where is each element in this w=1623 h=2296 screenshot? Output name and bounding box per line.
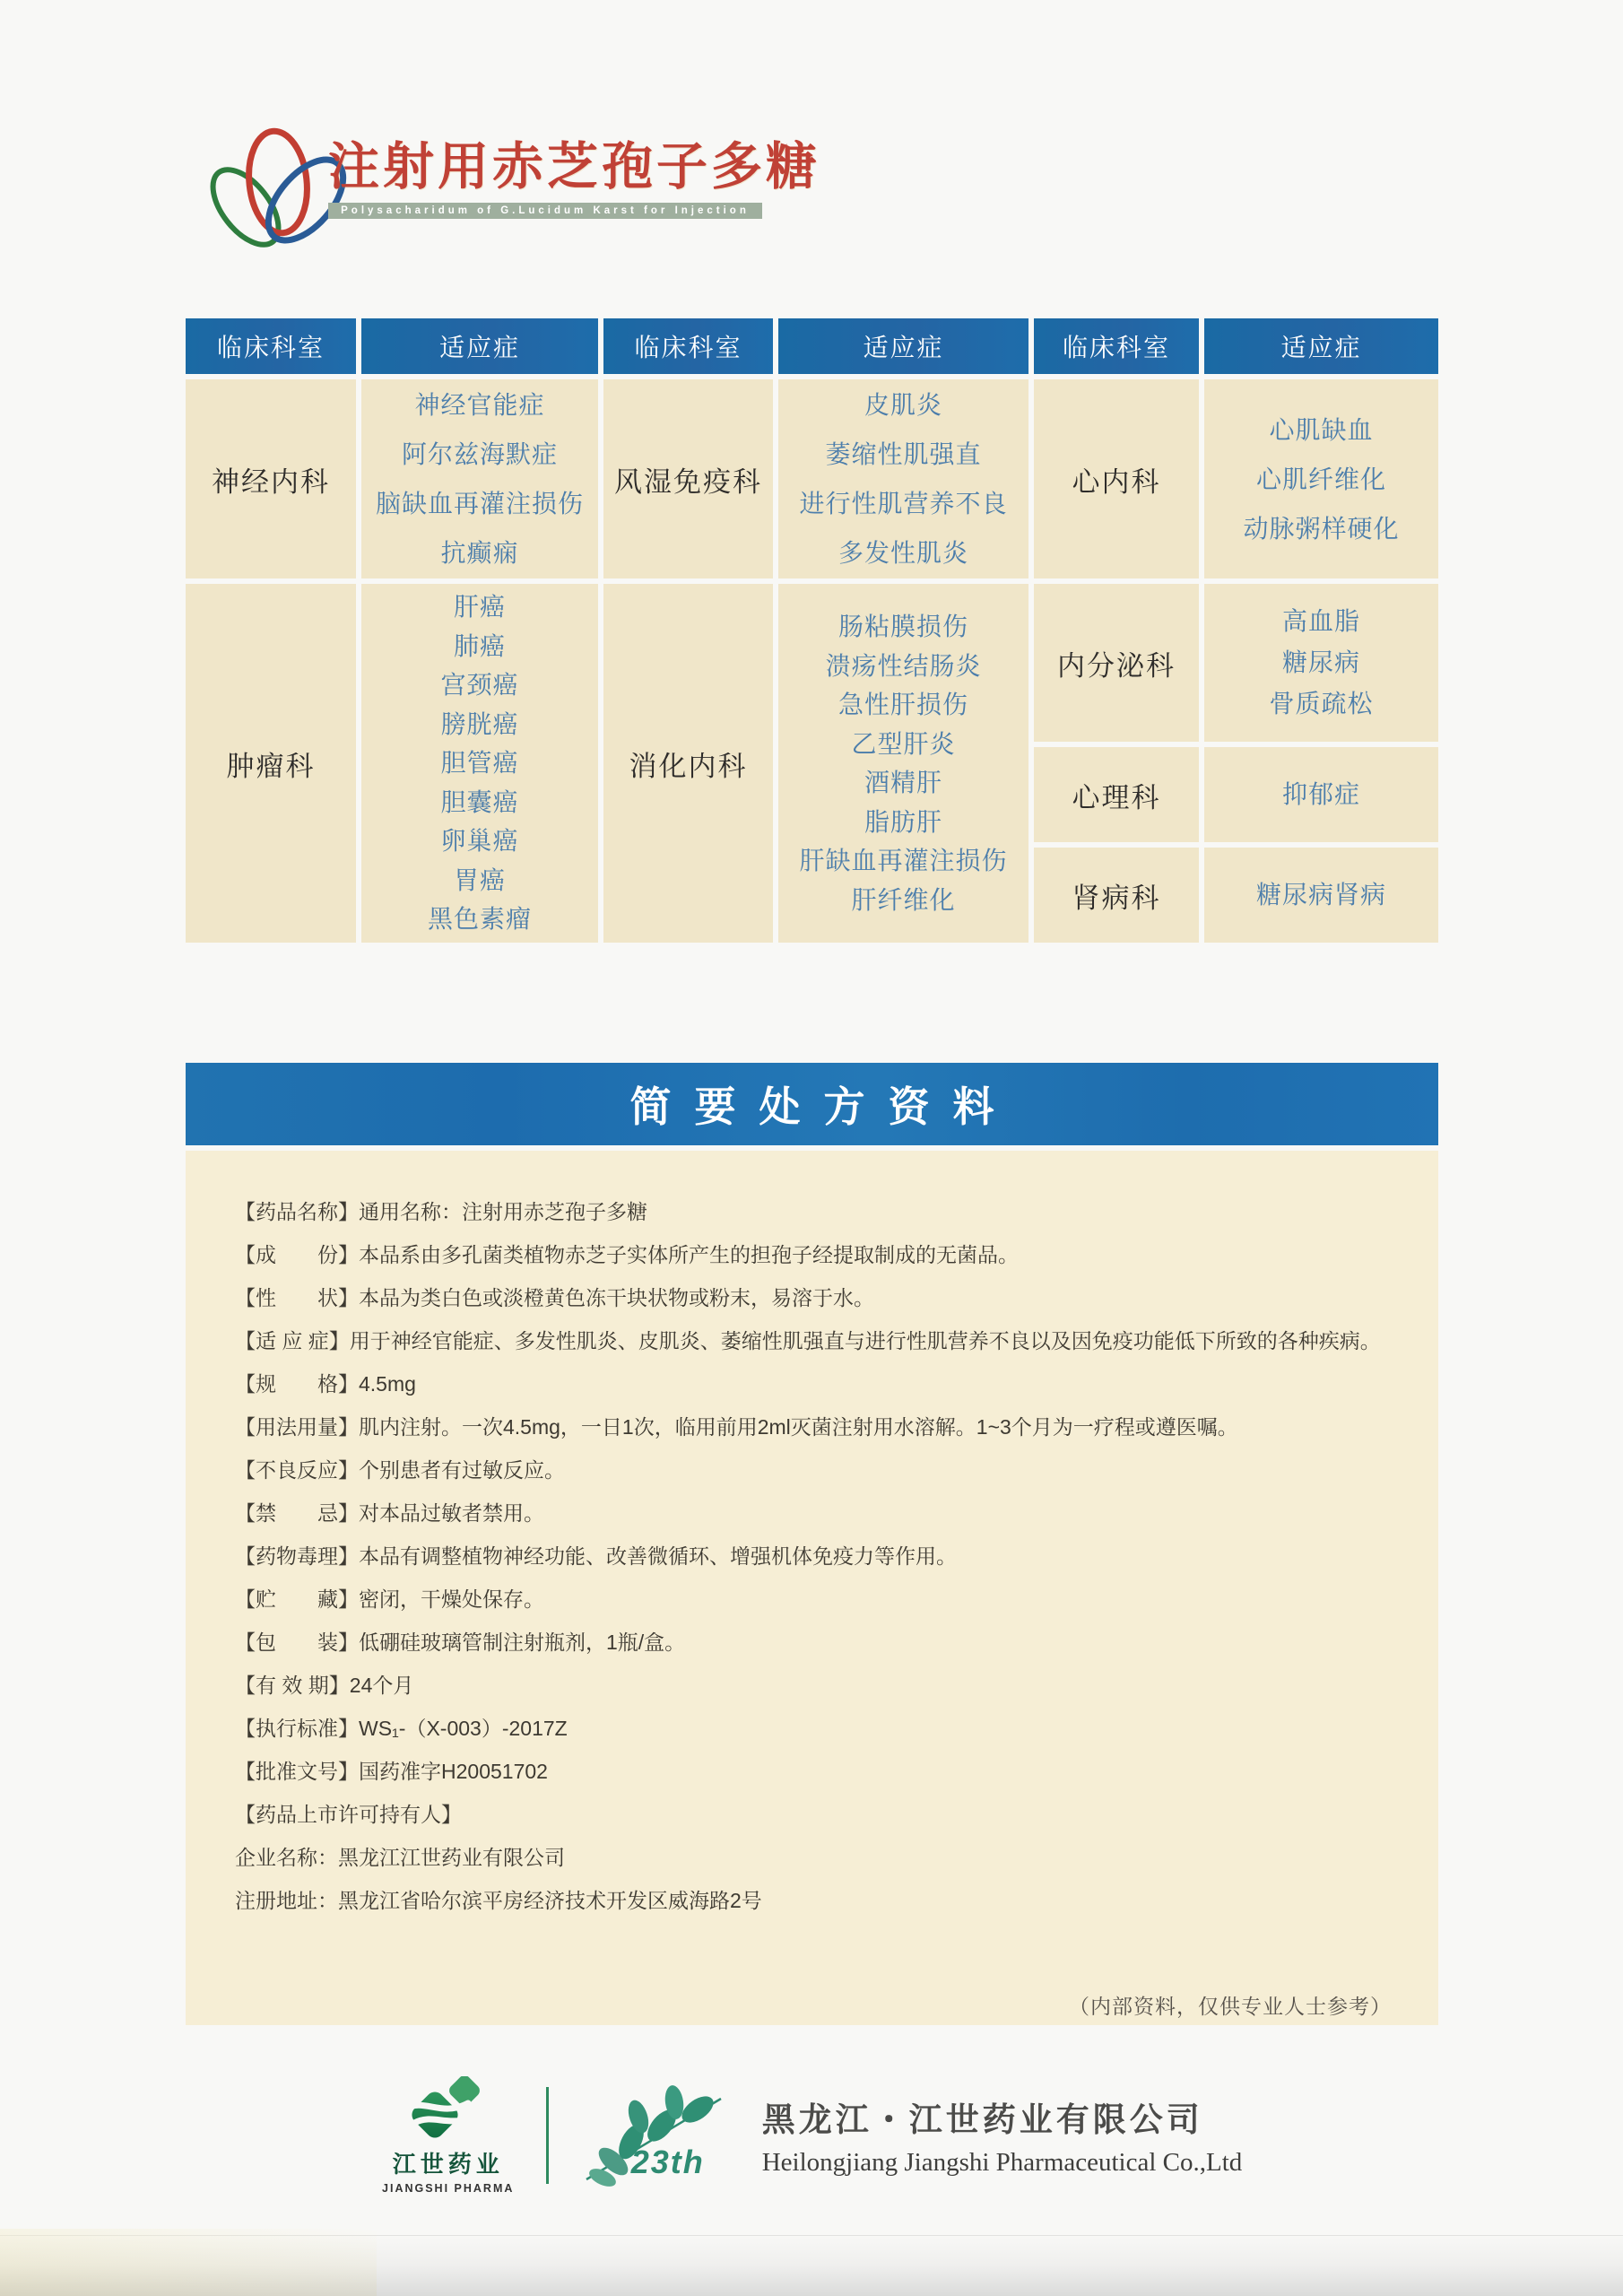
field-label: 【禁 忌】 bbox=[235, 1501, 359, 1525]
indications-psychology bbox=[1204, 747, 1438, 842]
prescription-line bbox=[235, 1707, 1392, 1750]
indications-oncology bbox=[361, 584, 598, 943]
field-label: 【成 份】 bbox=[235, 1243, 359, 1266]
field-label: 【执行标准】 bbox=[235, 1717, 359, 1740]
indications-nephrology bbox=[1204, 848, 1438, 943]
indications-gastroenterology bbox=[778, 584, 1028, 943]
indication: 骨质疏松 bbox=[1269, 690, 1374, 718]
field-label: 【药品名称】 bbox=[235, 1200, 359, 1223]
field-label: 【用法用量】 bbox=[235, 1415, 359, 1439]
indication: 肠粘膜损伤 bbox=[838, 613, 968, 640]
indication: 胆管癌 bbox=[440, 749, 519, 778]
indication: 心肌缺血 bbox=[1269, 415, 1374, 444]
field-label: 【不良反应】 bbox=[235, 1458, 359, 1482]
sub-depts-column bbox=[1034, 584, 1199, 943]
prescription-line bbox=[235, 1879, 1392, 1922]
field-value: 个别患者有过敏反应。 bbox=[359, 1458, 565, 1482]
prescription-lines bbox=[235, 1190, 1392, 1922]
column-header: 临床科室 bbox=[186, 318, 356, 374]
prescription-line bbox=[235, 1621, 1392, 1664]
field-label: 【贮 藏】 bbox=[235, 1587, 359, 1611]
indication: 脑缺血再灌注损伤 bbox=[375, 490, 584, 517]
company-name-en: Heilongjiang Jiangshi Pharmaceutical Co.,Ltd bbox=[761, 2148, 1243, 2177]
field-label: 【药品上市许可持有人】 bbox=[235, 1803, 462, 1826]
field-value: 注册地址：黑龙江省哈尔滨平房经济技术开发区威海路2号 bbox=[235, 1889, 762, 1912]
clinic-indications-table bbox=[186, 318, 1438, 943]
dept-cardiology: 心内科 bbox=[1034, 379, 1199, 578]
dept-gastroenterology: 消化内科 bbox=[603, 584, 773, 943]
dept-nephrology: 肾病科 bbox=[1034, 848, 1199, 943]
prescription-line bbox=[235, 1492, 1392, 1535]
company-name-cn: 黑龙江・江世药业有限公司 bbox=[761, 2101, 1203, 2138]
indication: 乙型肝炎 bbox=[851, 729, 956, 758]
footer bbox=[0, 2052, 1623, 2218]
prescription-info-panel bbox=[186, 1151, 1438, 2025]
product-title: 注射用赤芝孢子多糖 bbox=[328, 138, 820, 196]
field-value: 本品有调整植物神经功能、改善微循环、增强机体免疫力等作用。 bbox=[359, 1544, 957, 1568]
indication: 糖尿病肾病 bbox=[1255, 881, 1386, 909]
jiangshi-pharma-logo bbox=[381, 2076, 516, 2195]
indication: 急性肝损伤 bbox=[838, 691, 968, 718]
indication: 肝纤维化 bbox=[851, 885, 956, 914]
field-value: 通用名称：注射用赤芝孢子多糖 bbox=[359, 1200, 647, 1223]
product-subtitle-en: Polysacharidum of G.Lucidum Karst for Injection bbox=[328, 203, 762, 219]
indication: 皮肌炎 bbox=[864, 391, 942, 419]
indication: 心肌纤维化 bbox=[1255, 465, 1386, 493]
indication: 多发性肌炎 bbox=[838, 539, 968, 567]
field-label: 【药物毒理】 bbox=[235, 1544, 359, 1568]
indication: 神经官能症 bbox=[414, 391, 545, 419]
field-label: 【包 装】 bbox=[235, 1631, 359, 1654]
column-header: 适应症 bbox=[361, 318, 598, 374]
dept-rheumatology: 风湿免疫科 bbox=[603, 379, 773, 578]
prescription-line bbox=[235, 1750, 1392, 1793]
field-label: 【规 格】 bbox=[235, 1372, 359, 1396]
indication: 进行性肌营养不良 bbox=[799, 490, 1008, 517]
indication: 卵巢癌 bbox=[440, 827, 519, 856]
field-label: 【性 状】 bbox=[235, 1286, 359, 1309]
dept-neurology: 神经内科 bbox=[186, 379, 356, 578]
column-header: 适应症 bbox=[778, 318, 1028, 374]
prescription-line bbox=[235, 1535, 1392, 1578]
anniversary-logo bbox=[579, 2079, 732, 2191]
company-name-block bbox=[762, 2092, 1243, 2178]
jiangshi-pharma-name-cn: 江世药业 bbox=[392, 2150, 504, 2178]
field-label: 【适 应 症】 bbox=[235, 1329, 350, 1352]
indication: 宫颈癌 bbox=[440, 671, 519, 700]
indication: 肝癌 bbox=[453, 593, 506, 622]
field-value: 肌内注射。一次4.5mg，一日1次，临用前用2ml灭菌注射用水溶解。1~3个月为一疗程或遵医嘱。 bbox=[359, 1415, 1238, 1439]
field-value: 本品为类白色或淡橙黄色冻干块状物或粉末，易溶于水。 bbox=[359, 1286, 874, 1309]
indication: 酒精肝 bbox=[864, 769, 942, 796]
indications-rheumatology bbox=[778, 379, 1028, 578]
field-value: 24个月 bbox=[349, 1674, 414, 1697]
sub-indications-column bbox=[1204, 584, 1438, 943]
indication: 抗癫痫 bbox=[440, 539, 519, 567]
internal-use-note: （内部资料，仅供专业人士参考） bbox=[1069, 1995, 1392, 2018]
scan-bottom-shade bbox=[0, 2235, 1623, 2296]
indication: 高血脂 bbox=[1281, 607, 1360, 635]
field-label: 【批准文号】 bbox=[235, 1760, 359, 1783]
footer-divider bbox=[546, 2087, 549, 2184]
field-value: 本品系由多孔菌类植物赤芝子实体所产生的担孢子经提取制成的无菌品。 bbox=[359, 1243, 1019, 1266]
jiangshi-pharma-name-en: JIANGSHI PHARMA bbox=[382, 2181, 515, 2195]
indication: 脂肪肝 bbox=[864, 807, 942, 836]
indication: 肝缺血再灌注损伤 bbox=[799, 847, 1008, 874]
prescription-line bbox=[235, 1448, 1392, 1492]
field-value: 国药准字H20051702 bbox=[359, 1760, 548, 1783]
field-value: 对本品过敏者禁用。 bbox=[359, 1501, 544, 1525]
indications-neurology bbox=[361, 379, 598, 578]
indication: 胆囊癌 bbox=[440, 787, 519, 816]
prescription-line bbox=[235, 1836, 1392, 1879]
field-value: 4.5mg bbox=[359, 1372, 416, 1396]
column-header: 适应症 bbox=[1204, 318, 1438, 374]
indication: 肺癌 bbox=[453, 631, 506, 660]
field-value: 企业名称：黑龙江江世药业有限公司 bbox=[235, 1846, 565, 1869]
prescription-line bbox=[235, 1190, 1392, 1233]
field-value: WS₁-（X-003）-2017Z bbox=[359, 1717, 568, 1740]
indication: 黑色素瘤 bbox=[427, 905, 532, 934]
dept-endocrinology: 内分泌科 bbox=[1034, 584, 1199, 742]
indications-endocrinology bbox=[1204, 584, 1438, 742]
dept-psychology: 心理科 bbox=[1034, 747, 1199, 842]
indication: 动脉粥样硬化 bbox=[1243, 514, 1400, 543]
section-title-banner: 简要处方资料 bbox=[186, 1063, 1438, 1145]
prescription-line bbox=[235, 1664, 1392, 1707]
indication: 萎缩性肌强直 bbox=[825, 440, 982, 468]
prescription-line bbox=[235, 1578, 1392, 1621]
indication: 阿尔兹海默症 bbox=[401, 440, 558, 468]
dept-oncology: 肿瘤科 bbox=[186, 584, 356, 943]
prescription-line bbox=[235, 1233, 1392, 1276]
indication: 膀胱癌 bbox=[440, 709, 519, 738]
indication: 胃癌 bbox=[453, 865, 506, 894]
prescription-line bbox=[235, 1319, 1392, 1362]
prescription-line bbox=[235, 1362, 1392, 1405]
indication: 溃疡性结肠炎 bbox=[825, 651, 982, 680]
field-value: 低硼硅玻璃管制注射瓶剂，1瓶/盒。 bbox=[359, 1631, 686, 1654]
field-value: 用于神经官能症、多发性肌炎、皮肌炎、萎缩性肌强直与进行性肌营养不良以及因免疫功能低下所致的各种疾病。 bbox=[349, 1329, 1381, 1352]
anniversary-label: 23th bbox=[630, 2144, 705, 2180]
indications-cardiology bbox=[1204, 379, 1438, 578]
column-header: 临床科室 bbox=[1034, 318, 1199, 374]
indication: 糖尿病 bbox=[1281, 648, 1360, 676]
prescription-line bbox=[235, 1793, 1392, 1836]
prescription-line bbox=[235, 1405, 1392, 1448]
jiangshi-emblem-icon bbox=[402, 2076, 495, 2143]
field-value: 密闭，干燥处保存。 bbox=[359, 1587, 544, 1611]
column-header: 临床科室 bbox=[603, 318, 773, 374]
field-label: 【有 效 期】 bbox=[235, 1674, 350, 1697]
prescription-line bbox=[235, 1276, 1392, 1319]
indication: 抑郁症 bbox=[1281, 780, 1360, 808]
